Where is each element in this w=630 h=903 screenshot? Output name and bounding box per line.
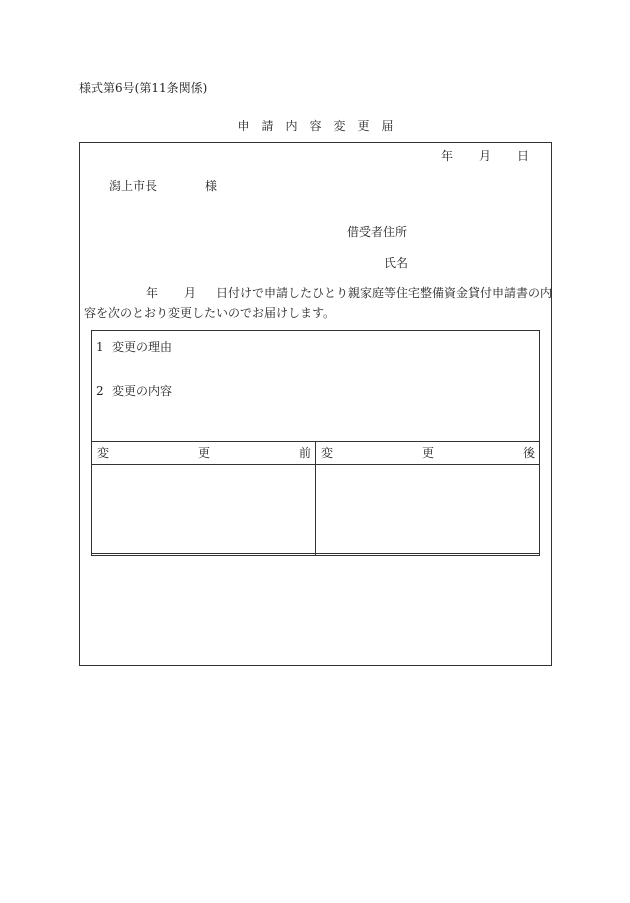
addressee-honorific: 様 [205, 179, 218, 193]
before-header-char: 更 [197, 446, 210, 460]
addressee-name: 潟上市長 [109, 179, 158, 193]
form-number: 様式第6号(第11条関係) [79, 81, 208, 95]
document-title [79, 120, 552, 132]
after-header-char: 後 [522, 446, 535, 460]
title-char: 請 [261, 119, 274, 133]
after-header [316, 442, 540, 465]
before-header-char: 変 [97, 446, 110, 460]
body-month-label: 月 [184, 286, 197, 300]
reason-label: 変更の理由 [112, 340, 173, 354]
applicant-address-label: 借受者住所 [347, 225, 408, 239]
body-text-line-1 [84, 287, 552, 299]
title-char: 届 [381, 119, 394, 133]
title-char: 変 [333, 119, 346, 133]
reason-heading [96, 341, 172, 353]
title-char: 申 [237, 119, 250, 133]
before-header-char: 前 [298, 446, 311, 460]
body-year-label: 年 [146, 286, 159, 300]
content-heading [96, 385, 172, 397]
before-header [92, 442, 316, 465]
body-text-line-2: 容を次のとおり変更したいのでお届けします。 [84, 306, 336, 320]
title-char: 更 [357, 119, 370, 133]
reason-number: 1 [96, 340, 104, 354]
content-label: 変更の内容 [112, 384, 173, 398]
applicant-name-label: 氏名 [384, 256, 409, 270]
change-table-header-row [92, 442, 540, 465]
change-table [91, 441, 540, 556]
after-header-char: 更 [421, 446, 434, 460]
date-day-label: 日 [517, 149, 530, 163]
date-line [441, 150, 529, 162]
after-header-char: 変 [321, 446, 334, 460]
body-text: 日付けで申請したひとり親家庭等住宅整備資金貸付申請書の内 [216, 286, 553, 300]
before-cell[interactable] [92, 465, 316, 556]
after-cell[interactable] [316, 465, 540, 556]
title-char: 容 [309, 119, 322, 133]
change-table-body-row [92, 465, 540, 556]
date-year-label: 年 [441, 149, 454, 163]
content-number: 2 [96, 384, 104, 398]
date-month-label: 月 [479, 149, 492, 163]
addressee [109, 180, 217, 192]
title-char: 内 [285, 119, 298, 133]
